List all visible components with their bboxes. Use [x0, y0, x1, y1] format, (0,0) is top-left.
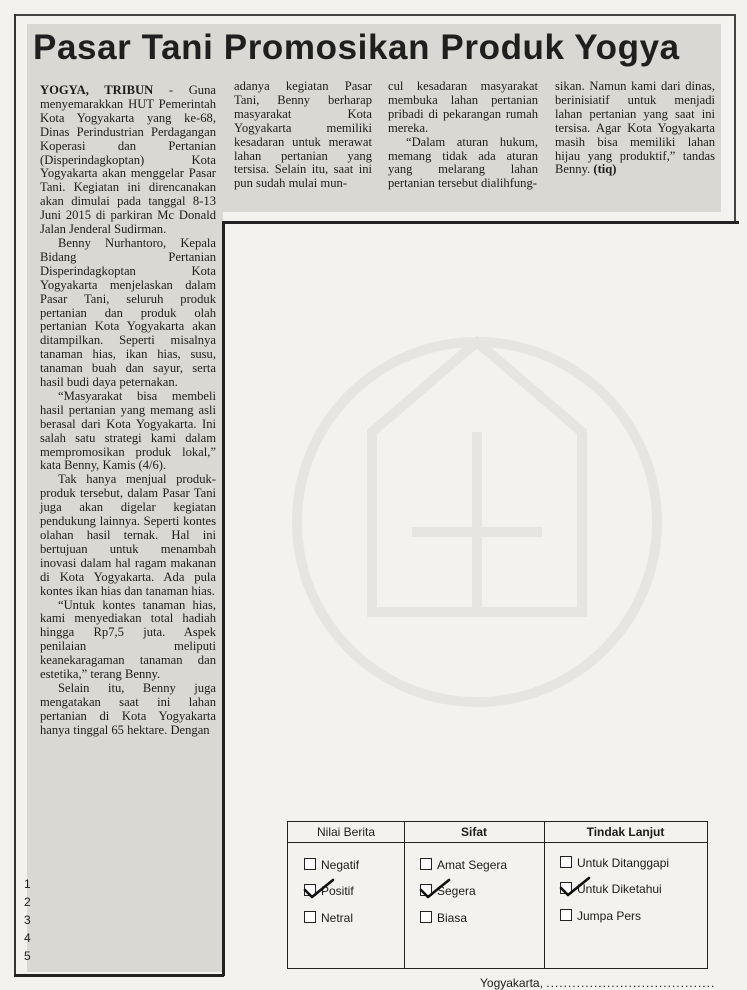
option-label: Biasa [437, 911, 468, 925]
sifat-title: Sifat [460, 825, 487, 839]
lead-paragraph [40, 84, 216, 237]
clipping-frame-bottom [14, 974, 224, 977]
margin-number: 3 [24, 913, 31, 927]
article-headline: Pasar Tani Promosikan Produk Yogya [33, 28, 680, 67]
option-segera[interactable] [420, 884, 476, 898]
checkbox-icon[interactable] [304, 911, 316, 923]
option-label: Netral [321, 911, 354, 925]
option-biasa[interactable] [420, 911, 467, 925]
margin-number: 1 [24, 877, 31, 891]
option-label: Amat Segera [437, 858, 508, 872]
option-label: Negatif [321, 858, 360, 872]
article-column-4 [555, 80, 715, 177]
paragraph: Selain itu, Benny juga mengatakan saat ini lahan pertanian di Kota Yogyakarta hanya tinggal 65 hektare. Dengan [40, 680, 216, 737]
byline: (tiq) [593, 162, 617, 177]
tindak-lanjut-title: Tindak Lanjut [586, 825, 665, 839]
clipping-frame-top [222, 221, 739, 224]
checkbox-icon[interactable] [560, 856, 572, 868]
checkbox-icon[interactable] [304, 858, 316, 870]
option-netral[interactable] [304, 911, 353, 925]
paragraph: cul kesadaran masyarakat membuka lahan pertanian pribadi di pekarangan rumah mereka. [388, 79, 538, 135]
article-column-3 [388, 80, 538, 191]
margin-number: 5 [24, 949, 31, 963]
paragraph: “Dalam aturan hukum, memang tidak ada aturan yang melarang lahan pertanian tersebut dialihfung- [388, 134, 538, 191]
option-label: Segera [437, 884, 476, 898]
check-mark-icon [418, 878, 452, 900]
option-label: Positif [321, 884, 354, 898]
footer-place: Yogyakarta, [480, 976, 543, 990]
option-label: Untuk Ditanggapi [577, 856, 670, 870]
lead-text: - Guna menyemarakkan HUT Pemerintah Kota Yogyakarta yang ke-68, Dinas Perindustrian Perdagangan Koperasi dan Pertanian (Disperindagkoptan) Kota Yogyakarta akan menggelar Pasar Tani. Kegiatan ini direncanakan akan dimulai pada tanggal 8-13 Juni 2015 di parkiran Mc Donald Jalan Jenderal Sudirman. [40, 83, 216, 237]
paragraph: “Masyarakat bisa membeli hasil pertanian yang memang asli berasal dari Kota Yogyakarta. Ini salah satu strategi kami dalam mempromosikan produk lokal,” kata Benny, Kamis (4/6). [40, 388, 216, 473]
paragraph: Tak hanya menjual produk-produk tersebut, dalam Pasar Tani juga akan digelar kegiatan pendukung lainnya. Seperti kontes olahan hasil ternak. Hal ini bertujuan untuk menambah inovasi dalam hal ragam makanan di Kota Yogyakarta. Ada pula kontes ikan hias dan tanaman hias. [40, 472, 216, 598]
check-mark-icon [302, 878, 336, 900]
option-amat-segera[interactable] [420, 858, 507, 872]
option-untuk-diketahui[interactable] [560, 882, 662, 896]
paragraph [555, 80, 715, 177]
article-column-2 [234, 80, 372, 191]
paragraph: adanya kegiatan Pasar Tani, Benny berharap masyarakat Kota Yogyakarta memiliki kesadaran untuk merawat lahan pertanian yang tersisa. Selain itu, saat ini pun sudah mulai mun- [234, 79, 372, 191]
closing-text: sikan. Namun kami dari dinas, berinisiatif untuk menjadi lahan pertanian yang saat ini tersisa. Agar Kota Yogyakarta masih bisa memiliki lahan hijau yang produktif,” tandas Benny. [555, 79, 715, 177]
option-positif[interactable] [304, 884, 354, 898]
clipping-border-left [14, 14, 16, 976]
clipping-frame-right [222, 222, 225, 976]
paragraph: “Untuk kontes tanaman hias, kami menyediakan total hadiah hingga Rp7,5 juta. Aspek penilaian meliputi keanekaragaman tanaman dan estetika,” terang Benny. [40, 597, 216, 682]
checkbox-icon[interactable] [420, 858, 432, 870]
checkbox-icon[interactable] [560, 909, 572, 921]
check-mark-icon [558, 876, 592, 898]
option-negatif[interactable] [304, 858, 359, 872]
tindak-lanjut-column [544, 822, 707, 968]
checkbox-icon[interactable] [420, 911, 432, 923]
sifat-column [404, 822, 545, 968]
nilai-berita-column [288, 822, 405, 968]
article-column-1 [40, 84, 216, 738]
dateline: YOGYA, TRIBUN [40, 83, 154, 97]
option-untuk-ditanggapi[interactable] [560, 856, 669, 870]
footer-date-blank: ....................................... [546, 976, 716, 990]
margin-number: 4 [24, 931, 31, 945]
clipping-border-top [14, 14, 736, 16]
paragraph: Benny Nurhantoro, Kepala Bidang Pertanian Disperindagkoptan Kota Yogyakarta menjelaskan dalam Pasar Tani, seluruh produk pertanian dan produk olah pertanian Kota Yogyakarta akan ditampilkan. Seperti misalnya tanaman hias, ikan hias, susu, tanaman buah dan sayur, serta hasil budi daya peternakan. [40, 235, 216, 390]
option-label: Untuk Diketahui [577, 882, 662, 896]
margin-number: 2 [24, 895, 31, 909]
watermark-logo [232, 232, 722, 812]
nilai-berita-title: Nilai Berita [316, 825, 376, 839]
option-label: Jumpa Pers [577, 909, 642, 923]
evaluation-table [287, 821, 708, 969]
option-jumpa-pers[interactable] [560, 909, 641, 923]
clipping-border-right [734, 14, 736, 222]
